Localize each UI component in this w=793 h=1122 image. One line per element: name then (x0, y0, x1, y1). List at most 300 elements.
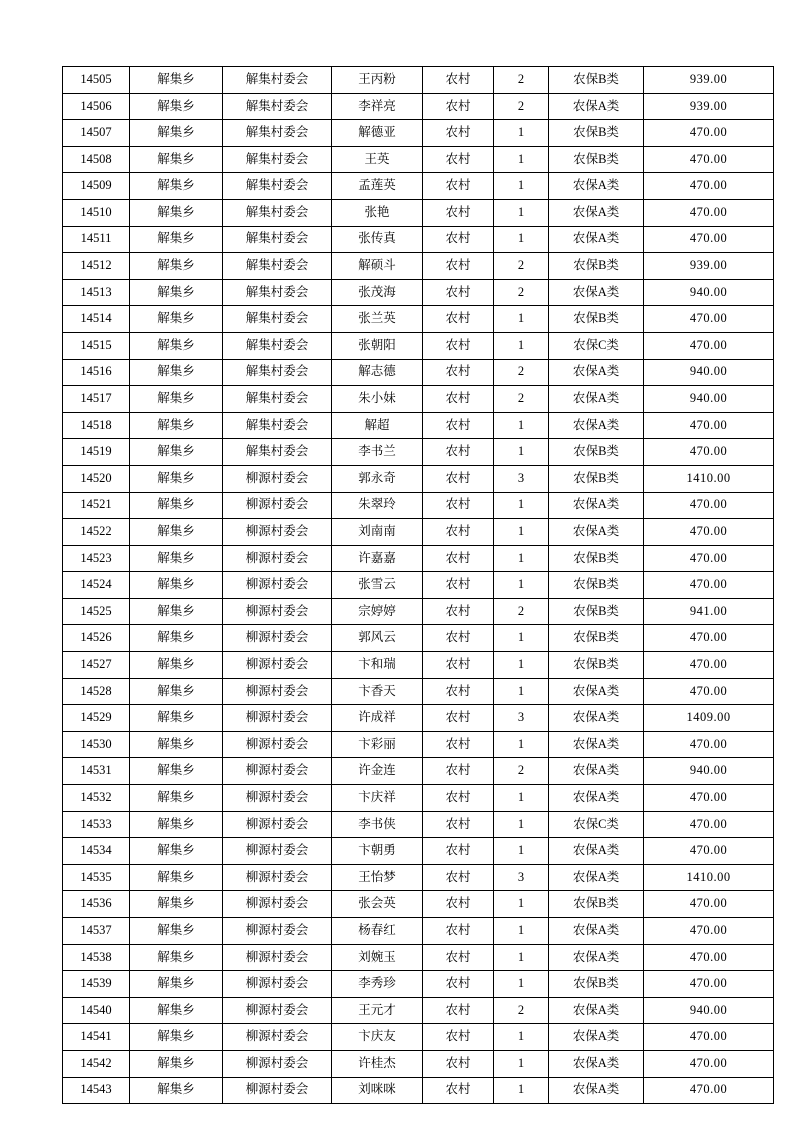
cell-name: 解硕斗 (332, 253, 423, 280)
cell-township: 解集乡 (130, 598, 223, 625)
cell-name: 王英 (332, 146, 423, 173)
cell-category: 农保B类 (549, 598, 644, 625)
cell-village: 柳源村委会 (223, 1077, 332, 1104)
cell-township: 解集乡 (130, 838, 223, 865)
cell-category: 农保A类 (549, 173, 644, 200)
cell-person-count: 1 (494, 199, 549, 226)
cell-township: 解集乡 (130, 705, 223, 732)
cell-category: 农保A类 (549, 997, 644, 1024)
cell-name: 卞彩丽 (332, 731, 423, 758)
cell-category: 农保C类 (549, 811, 644, 838)
cell-village: 柳源村委会 (223, 971, 332, 998)
cell-person-count: 1 (494, 226, 549, 253)
cell-amount: 1410.00 (644, 864, 774, 891)
cell-person-count: 1 (494, 519, 549, 546)
cell-amount: 470.00 (644, 678, 774, 705)
cell-amount: 470.00 (644, 944, 774, 971)
cell-category: 农保B类 (549, 545, 644, 572)
cell-category: 农保B类 (549, 625, 644, 652)
cell-amount: 1410.00 (644, 465, 774, 492)
cell-person-count: 2 (494, 359, 549, 386)
cell-id: 14510 (63, 199, 130, 226)
table-row (63, 279, 774, 306)
cell-amount: 940.00 (644, 758, 774, 785)
cell-village: 柳源村委会 (223, 625, 332, 652)
cell-township: 解集乡 (130, 492, 223, 519)
cell-township: 解集乡 (130, 864, 223, 891)
cell-category: 农保B类 (549, 572, 644, 599)
cell-category: 农保A类 (549, 918, 644, 945)
cell-person-count: 1 (494, 785, 549, 812)
cell-category: 农保B类 (549, 971, 644, 998)
table-row (63, 545, 774, 572)
cell-amount: 470.00 (644, 811, 774, 838)
cell-household-type: 农村 (423, 226, 494, 253)
cell-household-type: 农村 (423, 253, 494, 280)
cell-household-type: 农村 (423, 465, 494, 492)
cell-category: 农保A类 (549, 226, 644, 253)
cell-id: 14542 (63, 1050, 130, 1077)
cell-township: 解集乡 (130, 412, 223, 439)
cell-name: 解德亚 (332, 120, 423, 147)
cell-id: 14514 (63, 306, 130, 333)
cell-township: 解集乡 (130, 306, 223, 333)
cell-household-type: 农村 (423, 279, 494, 306)
cell-amount: 470.00 (644, 199, 774, 226)
table-row (63, 492, 774, 519)
cell-id: 14515 (63, 332, 130, 359)
cell-village: 解集村委会 (223, 120, 332, 147)
cell-id: 14522 (63, 519, 130, 546)
table-row (63, 678, 774, 705)
cell-id: 14534 (63, 838, 130, 865)
cell-category: 农保B类 (549, 439, 644, 466)
cell-name: 王怡梦 (332, 864, 423, 891)
cell-village: 柳源村委会 (223, 891, 332, 918)
cell-village: 柳源村委会 (223, 1050, 332, 1077)
cell-township: 解集乡 (130, 226, 223, 253)
cell-name: 李书侠 (332, 811, 423, 838)
table-row (63, 971, 774, 998)
cell-township: 解集乡 (130, 67, 223, 94)
cell-amount: 470.00 (644, 572, 774, 599)
cell-category: 农保A类 (549, 944, 644, 971)
cell-name: 张兰英 (332, 306, 423, 333)
cell-village: 柳源村委会 (223, 785, 332, 812)
table-row (63, 758, 774, 785)
table-row (63, 386, 774, 413)
cell-name: 刘咪咪 (332, 1077, 423, 1104)
table-row (63, 811, 774, 838)
cell-household-type: 农村 (423, 811, 494, 838)
cell-person-count: 1 (494, 412, 549, 439)
cell-id: 14532 (63, 785, 130, 812)
table-row (63, 439, 774, 466)
cell-id: 14521 (63, 492, 130, 519)
cell-amount: 470.00 (644, 545, 774, 572)
cell-village: 柳源村委会 (223, 864, 332, 891)
cell-category: 农保A类 (549, 1050, 644, 1077)
table-row (63, 572, 774, 599)
table-row (63, 838, 774, 865)
cell-township: 解集乡 (130, 997, 223, 1024)
cell-amount: 470.00 (644, 918, 774, 945)
cell-township: 解集乡 (130, 386, 223, 413)
cell-amount: 470.00 (644, 785, 774, 812)
cell-id: 14516 (63, 359, 130, 386)
cell-name: 张传真 (332, 226, 423, 253)
table-row (63, 785, 774, 812)
cell-category: 农保A类 (549, 838, 644, 865)
cell-township: 解集乡 (130, 253, 223, 280)
cell-category: 农保A类 (549, 412, 644, 439)
cell-name: 李书兰 (332, 439, 423, 466)
cell-household-type: 农村 (423, 120, 494, 147)
cell-category: 农保A类 (549, 678, 644, 705)
cell-amount: 470.00 (644, 838, 774, 865)
cell-person-count: 1 (494, 146, 549, 173)
cell-person-count: 1 (494, 173, 549, 200)
cell-township: 解集乡 (130, 120, 223, 147)
cell-id: 14538 (63, 944, 130, 971)
cell-person-count: 2 (494, 279, 549, 306)
table-row (63, 146, 774, 173)
cell-household-type: 农村 (423, 944, 494, 971)
cell-person-count: 1 (494, 1024, 549, 1051)
cell-category: 农保A类 (549, 279, 644, 306)
cell-category: 农保A类 (549, 1024, 644, 1051)
cell-amount: 470.00 (644, 652, 774, 679)
cell-village: 解集村委会 (223, 306, 332, 333)
cell-village: 解集村委会 (223, 332, 332, 359)
cell-person-count: 2 (494, 997, 549, 1024)
cell-category: 农保B类 (549, 891, 644, 918)
table-row (63, 465, 774, 492)
cell-person-count: 2 (494, 758, 549, 785)
cell-id: 14533 (63, 811, 130, 838)
cell-household-type: 农村 (423, 572, 494, 599)
cell-id: 14517 (63, 386, 130, 413)
cell-township: 解集乡 (130, 359, 223, 386)
cell-category: 农保A类 (549, 386, 644, 413)
cell-amount: 470.00 (644, 625, 774, 652)
cell-village: 解集村委会 (223, 199, 332, 226)
cell-village: 解集村委会 (223, 412, 332, 439)
cell-township: 解集乡 (130, 332, 223, 359)
cell-name: 王丙粉 (332, 67, 423, 94)
cell-person-count: 1 (494, 811, 549, 838)
cell-township: 解集乡 (130, 1024, 223, 1051)
cell-category: 农保A类 (549, 705, 644, 732)
cell-amount: 939.00 (644, 253, 774, 280)
cell-person-count: 1 (494, 306, 549, 333)
cell-village: 解集村委会 (223, 173, 332, 200)
cell-id: 14518 (63, 412, 130, 439)
table-row (63, 173, 774, 200)
cell-category: 农保A类 (549, 785, 644, 812)
table-row (63, 891, 774, 918)
cell-township: 解集乡 (130, 891, 223, 918)
cell-amount: 470.00 (644, 306, 774, 333)
cell-name: 郭风云 (332, 625, 423, 652)
table-row (63, 332, 774, 359)
cell-household-type: 农村 (423, 199, 494, 226)
cell-name: 王元才 (332, 997, 423, 1024)
cell-category: 农保A类 (549, 1077, 644, 1104)
cell-person-count: 2 (494, 598, 549, 625)
cell-village: 解集村委会 (223, 67, 332, 94)
table-row (63, 705, 774, 732)
cell-name: 宗婷婷 (332, 598, 423, 625)
cell-id: 14531 (63, 758, 130, 785)
cell-township: 解集乡 (130, 758, 223, 785)
table-row (63, 652, 774, 679)
cell-id: 14520 (63, 465, 130, 492)
cell-person-count: 1 (494, 625, 549, 652)
cell-township: 解集乡 (130, 811, 223, 838)
cell-id: 14525 (63, 598, 130, 625)
cell-household-type: 农村 (423, 1050, 494, 1077)
table-row (63, 1050, 774, 1077)
cell-village: 柳源村委会 (223, 944, 332, 971)
cell-household-type: 农村 (423, 146, 494, 173)
cell-name: 朱翠玲 (332, 492, 423, 519)
cell-person-count: 1 (494, 838, 549, 865)
cell-id: 14508 (63, 146, 130, 173)
table-row (63, 226, 774, 253)
cell-name: 李秀珍 (332, 971, 423, 998)
cell-category: 农保A类 (549, 731, 644, 758)
cell-village: 柳源村委会 (223, 519, 332, 546)
cell-name: 朱小妹 (332, 386, 423, 413)
cell-name: 郭永奇 (332, 465, 423, 492)
cell-township: 解集乡 (130, 971, 223, 998)
cell-id: 14537 (63, 918, 130, 945)
cell-person-count: 1 (494, 439, 549, 466)
cell-category: 农保A类 (549, 93, 644, 120)
cell-person-count: 2 (494, 67, 549, 94)
subsidy-roster-table (62, 66, 774, 1104)
cell-person-count: 1 (494, 1050, 549, 1077)
cell-name: 刘婉玉 (332, 944, 423, 971)
cell-id: 14541 (63, 1024, 130, 1051)
cell-household-type: 农村 (423, 412, 494, 439)
cell-name: 张朝阳 (332, 332, 423, 359)
cell-household-type: 农村 (423, 652, 494, 679)
cell-township: 解集乡 (130, 731, 223, 758)
cell-person-count: 1 (494, 918, 549, 945)
cell-amount: 1409.00 (644, 705, 774, 732)
cell-name: 许金连 (332, 758, 423, 785)
cell-name: 卞庆祥 (332, 785, 423, 812)
table-row (63, 519, 774, 546)
cell-township: 解集乡 (130, 1077, 223, 1104)
cell-name: 张艳 (332, 199, 423, 226)
cell-township: 解集乡 (130, 173, 223, 200)
table-row (63, 944, 774, 971)
cell-village: 柳源村委会 (223, 572, 332, 599)
cell-name: 卞和瑞 (332, 652, 423, 679)
cell-id: 14540 (63, 997, 130, 1024)
cell-amount: 939.00 (644, 67, 774, 94)
cell-person-count: 2 (494, 93, 549, 120)
cell-village: 解集村委会 (223, 279, 332, 306)
cell-household-type: 农村 (423, 93, 494, 120)
cell-person-count: 1 (494, 332, 549, 359)
table-row (63, 1024, 774, 1051)
cell-amount: 470.00 (644, 439, 774, 466)
cell-amount: 470.00 (644, 731, 774, 758)
cell-name: 刘南南 (332, 519, 423, 546)
cell-category: 农保B类 (549, 652, 644, 679)
cell-amount: 940.00 (644, 279, 774, 306)
table-row (63, 1077, 774, 1104)
cell-person-count: 1 (494, 572, 549, 599)
cell-township: 解集乡 (130, 678, 223, 705)
cell-household-type: 农村 (423, 306, 494, 333)
cell-village: 柳源村委会 (223, 678, 332, 705)
cell-village: 柳源村委会 (223, 758, 332, 785)
cell-person-count: 1 (494, 492, 549, 519)
cell-village: 解集村委会 (223, 146, 332, 173)
cell-id: 14535 (63, 864, 130, 891)
cell-name: 许成祥 (332, 705, 423, 732)
cell-township: 解集乡 (130, 439, 223, 466)
cell-township: 解集乡 (130, 279, 223, 306)
cell-name: 张茂海 (332, 279, 423, 306)
cell-id: 14528 (63, 678, 130, 705)
cell-household-type: 农村 (423, 545, 494, 572)
cell-amount: 470.00 (644, 971, 774, 998)
table-body (63, 67, 774, 1104)
cell-id: 14536 (63, 891, 130, 918)
cell-household-type: 农村 (423, 785, 494, 812)
cell-village: 解集村委会 (223, 386, 332, 413)
table-row (63, 731, 774, 758)
cell-household-type: 农村 (423, 67, 494, 94)
table-row (63, 997, 774, 1024)
cell-id: 14529 (63, 705, 130, 732)
cell-household-type: 农村 (423, 918, 494, 945)
cell-person-count: 3 (494, 465, 549, 492)
table-row (63, 359, 774, 386)
cell-village: 柳源村委会 (223, 652, 332, 679)
cell-id: 14505 (63, 67, 130, 94)
cell-category: 农保B类 (549, 67, 644, 94)
cell-amount: 470.00 (644, 1024, 774, 1051)
cell-id: 14509 (63, 173, 130, 200)
cell-village: 解集村委会 (223, 359, 332, 386)
cell-household-type: 农村 (423, 731, 494, 758)
cell-township: 解集乡 (130, 572, 223, 599)
cell-village: 柳源村委会 (223, 598, 332, 625)
cell-id: 14511 (63, 226, 130, 253)
cell-household-type: 农村 (423, 997, 494, 1024)
cell-category: 农保C类 (549, 332, 644, 359)
cell-amount: 470.00 (644, 1077, 774, 1104)
cell-id: 14523 (63, 545, 130, 572)
cell-name: 卞庆友 (332, 1024, 423, 1051)
cell-name: 解志德 (332, 359, 423, 386)
cell-person-count: 1 (494, 891, 549, 918)
cell-category: 农保A类 (549, 492, 644, 519)
cell-amount: 940.00 (644, 997, 774, 1024)
cell-village: 柳源村委会 (223, 838, 332, 865)
cell-township: 解集乡 (130, 465, 223, 492)
cell-amount: 470.00 (644, 891, 774, 918)
cell-category: 农保A类 (549, 359, 644, 386)
cell-household-type: 农村 (423, 838, 494, 865)
cell-amount: 470.00 (644, 519, 774, 546)
cell-township: 解集乡 (130, 652, 223, 679)
cell-household-type: 农村 (423, 173, 494, 200)
cell-id: 14526 (63, 625, 130, 652)
cell-name: 杨春红 (332, 918, 423, 945)
cell-township: 解集乡 (130, 918, 223, 945)
cell-person-count: 2 (494, 253, 549, 280)
cell-category: 农保B类 (549, 120, 644, 147)
cell-name: 张雪云 (332, 572, 423, 599)
cell-village: 解集村委会 (223, 253, 332, 280)
cell-township: 解集乡 (130, 944, 223, 971)
cell-category: 农保A类 (549, 199, 644, 226)
cell-village: 柳源村委会 (223, 465, 332, 492)
cell-name: 孟莲英 (332, 173, 423, 200)
cell-amount: 940.00 (644, 359, 774, 386)
cell-amount: 941.00 (644, 598, 774, 625)
cell-village: 柳源村委会 (223, 997, 332, 1024)
cell-village: 柳源村委会 (223, 731, 332, 758)
cell-township: 解集乡 (130, 785, 223, 812)
cell-household-type: 农村 (423, 492, 494, 519)
cell-person-count: 1 (494, 120, 549, 147)
cell-village: 柳源村委会 (223, 705, 332, 732)
cell-household-type: 农村 (423, 864, 494, 891)
cell-id: 14543 (63, 1077, 130, 1104)
cell-village: 解集村委会 (223, 226, 332, 253)
cell-amount: 939.00 (644, 93, 774, 120)
cell-household-type: 农村 (423, 332, 494, 359)
cell-amount: 470.00 (644, 120, 774, 147)
cell-amount: 940.00 (644, 386, 774, 413)
cell-amount: 470.00 (644, 492, 774, 519)
cell-household-type: 农村 (423, 359, 494, 386)
cell-name: 卞朝勇 (332, 838, 423, 865)
cell-amount: 470.00 (644, 1050, 774, 1077)
cell-name: 许嘉嘉 (332, 545, 423, 572)
cell-name: 许桂杰 (332, 1050, 423, 1077)
cell-person-count: 1 (494, 944, 549, 971)
cell-category: 农保B类 (549, 146, 644, 173)
table-row (63, 625, 774, 652)
cell-person-count: 1 (494, 731, 549, 758)
table-row (63, 306, 774, 333)
cell-category: 农保B类 (549, 465, 644, 492)
cell-category: 农保A类 (549, 519, 644, 546)
cell-village: 柳源村委会 (223, 1024, 332, 1051)
cell-township: 解集乡 (130, 199, 223, 226)
cell-village: 柳源村委会 (223, 918, 332, 945)
cell-township: 解集乡 (130, 146, 223, 173)
cell-amount: 470.00 (644, 226, 774, 253)
cell-village: 柳源村委会 (223, 492, 332, 519)
cell-id: 14506 (63, 93, 130, 120)
cell-person-count: 3 (494, 705, 549, 732)
table-row (63, 93, 774, 120)
table-row (63, 199, 774, 226)
cell-id: 14507 (63, 120, 130, 147)
cell-township: 解集乡 (130, 545, 223, 572)
